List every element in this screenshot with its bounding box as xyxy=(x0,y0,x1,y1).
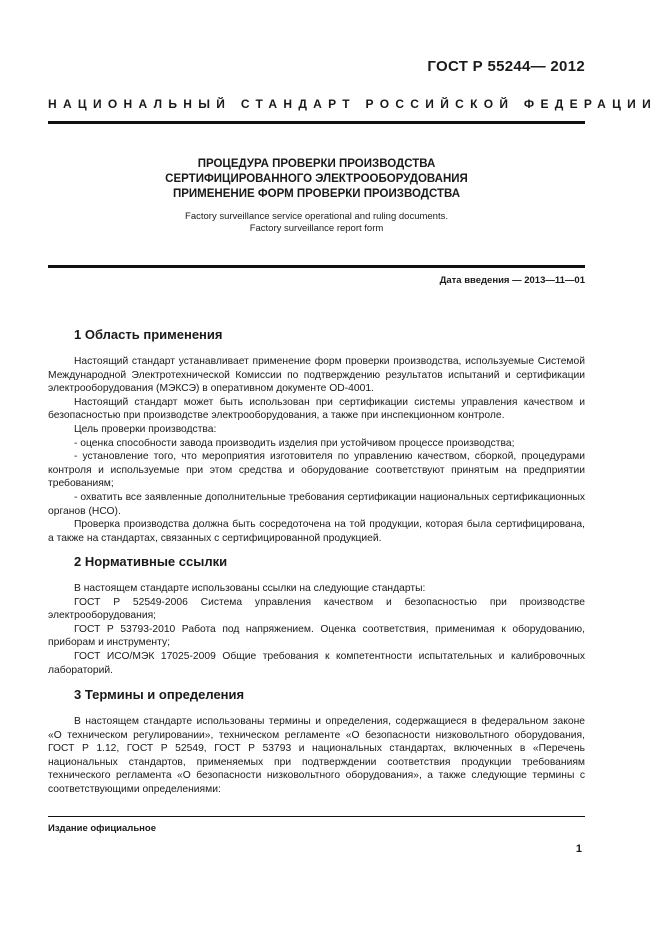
title-line: СЕРТИФИЦИРОВАННОГО ЭЛЕКТРООБОРУДОВАНИЯ xyxy=(165,173,468,185)
header-divider xyxy=(48,121,585,124)
title-line: ПРОЦЕДУРА ПРОВЕРКИ ПРОИЗВОДСТВА xyxy=(197,158,436,170)
standard-title xyxy=(48,157,585,202)
title-line: ПРИМЕНЕНИЕ ФОРМ ПРОВЕРКИ ПРОИЗВОДСТВА xyxy=(172,188,461,200)
section-body xyxy=(48,582,585,677)
list-item: - установление того, что мероприятия изготовителя по управлению качеством, сборкой, процедурами контроля и используемые при этом средства и оборудование соответствуют принятым на предприятии требованиям; xyxy=(48,451,585,490)
section-body xyxy=(48,715,585,797)
list-item: - охватить все заявленные дополнительные требования сертификации национальных сертификационных органов (НСО). xyxy=(48,491,585,517)
reference-item: ГОСТ Р 53793-2010 Работа под напряжением. Оценка соответствия, применимая к оборудованию, приборам и инструменту; xyxy=(48,623,585,649)
section-heading: 3 Термины и определения xyxy=(74,687,245,702)
section-heading: 2 Нормативные ссылки xyxy=(74,554,228,569)
english-title-line: Factory surveillance report form xyxy=(249,223,384,234)
paragraph: Цель проверки производства: xyxy=(74,423,217,435)
document-number: ГОСТ Р 55244— 2012 xyxy=(427,58,585,75)
national-standard-banner: НАЦИОНАЛЬНЫЙ СТАНДАРТ РОССИЙСКОЙ ФЕДЕРАЦИИ xyxy=(48,97,658,111)
paragraph: Проверка производства должна быть сосредоточена на той продукции, которая была сертифицирована, а также на стандартах, связанных с сертифицированной продукцией. xyxy=(48,519,585,544)
list-item: - оценка способности завода производить изделия при устойчивом процессе производства; xyxy=(74,437,515,449)
paragraph: В настоящем стандарте использованы ссылки на следующие стандарты: xyxy=(74,583,426,594)
introduction-date: Дата введения — 2013—11—01 xyxy=(439,275,585,286)
section-heading: 1 Область применения xyxy=(74,327,223,342)
footer-divider xyxy=(48,816,585,817)
page-number: 1 xyxy=(575,843,582,855)
english-title xyxy=(48,211,585,235)
section-terms-definitions xyxy=(48,687,585,797)
paragraph: Настоящий стандарт устанавливает применение форм проверки производства, используемые Системой Международной Электротехнической Комиссии по подтверждению результатов испытаний и сертификации электрооборудования (МЭКСЭ) в оперативном документе OD-4001. xyxy=(48,356,585,395)
english-title-line: Factory surveillance service operational and ruling documents. xyxy=(185,211,448,222)
paragraph: В настоящем стандарте использованы термины и определения, содержащиеся в федеральном законе «О техническом регулировании», техническом регламенте «О безопасности низковольтного оборудования, ГОСТ Р 1.12, ГОСТ Р 52549, ГОСТ Р 53793 и национальных стандартах, включенных в «Перечень национальных стандартов, применяемых при подтверждении соответствия продукции требованиям технического регламента «О безопасности низковольтного оборудования», а также следующие термины с соответствующими определениями: xyxy=(48,716,585,795)
official-edition-label: Издание официальное xyxy=(48,823,156,834)
section-normative-references xyxy=(48,554,585,677)
title-divider xyxy=(48,265,585,268)
section-scope xyxy=(48,327,585,545)
reference-item: ГОСТ ИСО/МЭК 17025-2009 Общие требования к компетентности испытательных и калибровочных лабораторий. xyxy=(48,650,585,676)
paragraph: Настоящий стандарт может быть использован при сертификации системы управления качеством и безопасностью при производстве электрооборудования, а также при инспекционном контроле. xyxy=(48,396,585,422)
reference-item: ГОСТ Р 52549-2006 Система управления качеством и безопасностью при производстве электрооборудования; xyxy=(48,596,585,622)
section-body xyxy=(48,355,585,545)
